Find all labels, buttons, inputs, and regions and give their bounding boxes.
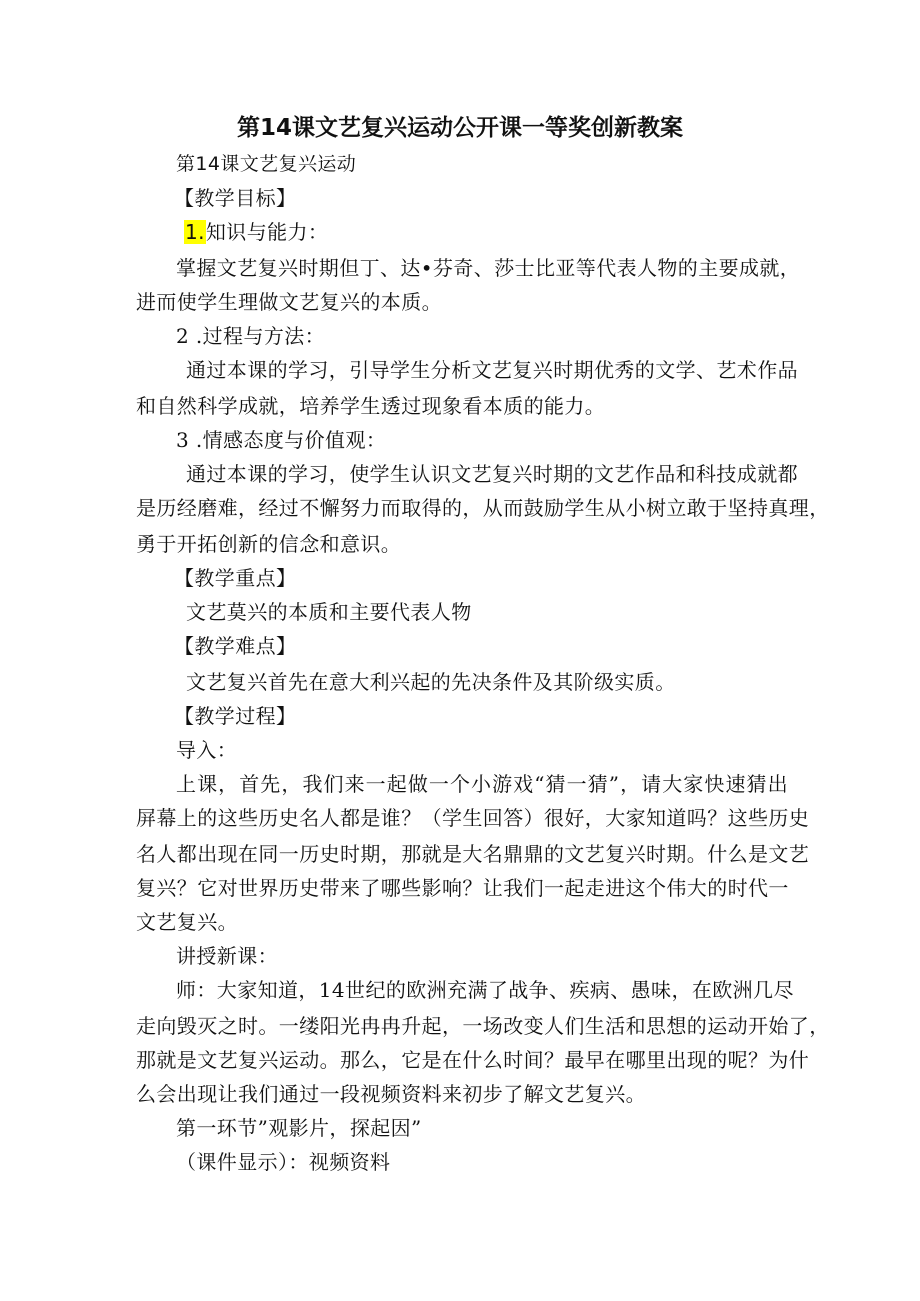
new-lesson-label: 讲授新课： — [176, 944, 278, 968]
paragraph-line: 走向毁灭之时。一缕阳光冉冉升起，一场改变人们生活和思想的运动开始了， — [136, 1014, 830, 1038]
paragraph-line: 和自然科学成就，培养学生透过现象看本质的能力。 — [136, 394, 606, 418]
process-heading: 【教学过程】 — [174, 704, 297, 728]
paragraph-line: 屏幕上的这些历史名人都是谁？（学生回答）很好，大家知道吗？这些历史 — [136, 806, 810, 830]
paragraph-line: 师：大家知道，14世纪的欧洲充满了战争、疾病、愚味，在欧洲几尽 — [176, 978, 794, 1002]
paragraph-line: 名人都出现在同一历史时期，那就是大名鼎鼎的文艺复兴时期。什么是文艺 — [136, 842, 810, 866]
key-points-heading: 【教学重点】 — [174, 566, 297, 590]
objectives-heading: 【教学目标】 — [174, 186, 297, 210]
section-1-heading: 第一环节”观影片，探起因” — [176, 1116, 422, 1140]
objective-item-2-label: 2 .过程与方法： — [176, 324, 326, 348]
paragraph-line: 进而使学生理做文艺复兴的本质。 — [136, 290, 442, 314]
objective-item-1 — [184, 218, 328, 246]
paragraph-line: 是历经磨难，经过不懈努力而取得的，从而鼓励学生从小树立敢于坚持真理， — [136, 496, 830, 520]
objective-item-1-label: 知识与能力： — [205, 220, 329, 244]
paragraph-line: 那就是文艺复兴运动。那么，它是在什么时间？最早在哪里出现的呢？为什 — [136, 1048, 810, 1072]
paragraph-line: 通过本课的学习，使学生认识文艺复兴时期的文艺作品和科技成就都 — [186, 462, 798, 486]
intro-label: 导入： — [176, 738, 238, 762]
paragraph-line: 么会出现让我们通过一段视频资料来初步了解文艺复兴。 — [136, 1082, 646, 1106]
difficult-points-heading: 【教学难点】 — [174, 634, 297, 658]
document-title: 第14课文艺复兴运动公开课一等奖创新教案 — [236, 115, 683, 141]
key-points-text: 文艺莫兴的本质和主要代表人物 — [186, 600, 472, 624]
difficult-points-text: 文艺复兴首先在意大利兴起的先决条件及其阶级实质。 — [186, 670, 676, 694]
paragraph-line: 复兴？它对世界历史带来了哪些影响？让我们一起走进这个伟大的时代一 — [136, 876, 789, 900]
paragraph-line: 文艺复兴。 — [136, 910, 238, 934]
courseware-note: （课件显示）：视频资料 — [176, 1150, 391, 1174]
lesson-subtitle: 第14课文艺复兴运动 — [176, 153, 357, 175]
paragraph-line: 上课，首先，我们来一起做一个小游戏“猜一猜”，请大家快速猜出 — [176, 772, 788, 796]
paragraph-line: 勇于开拓创新的信念和意识。 — [136, 532, 402, 556]
paragraph-line: 通过本课的学习，引导学生分析文艺复兴时期优秀的文学、艺术作品 — [186, 358, 798, 382]
paragraph-line: 掌握文艺复兴时期但丁、达•芬奇、莎士比亚等代表人物的主要成就， — [176, 256, 801, 280]
objective-item-3-label: 3 .情感态度与价值观： — [176, 428, 387, 452]
highlight-mark: 1. — [185, 220, 205, 244]
